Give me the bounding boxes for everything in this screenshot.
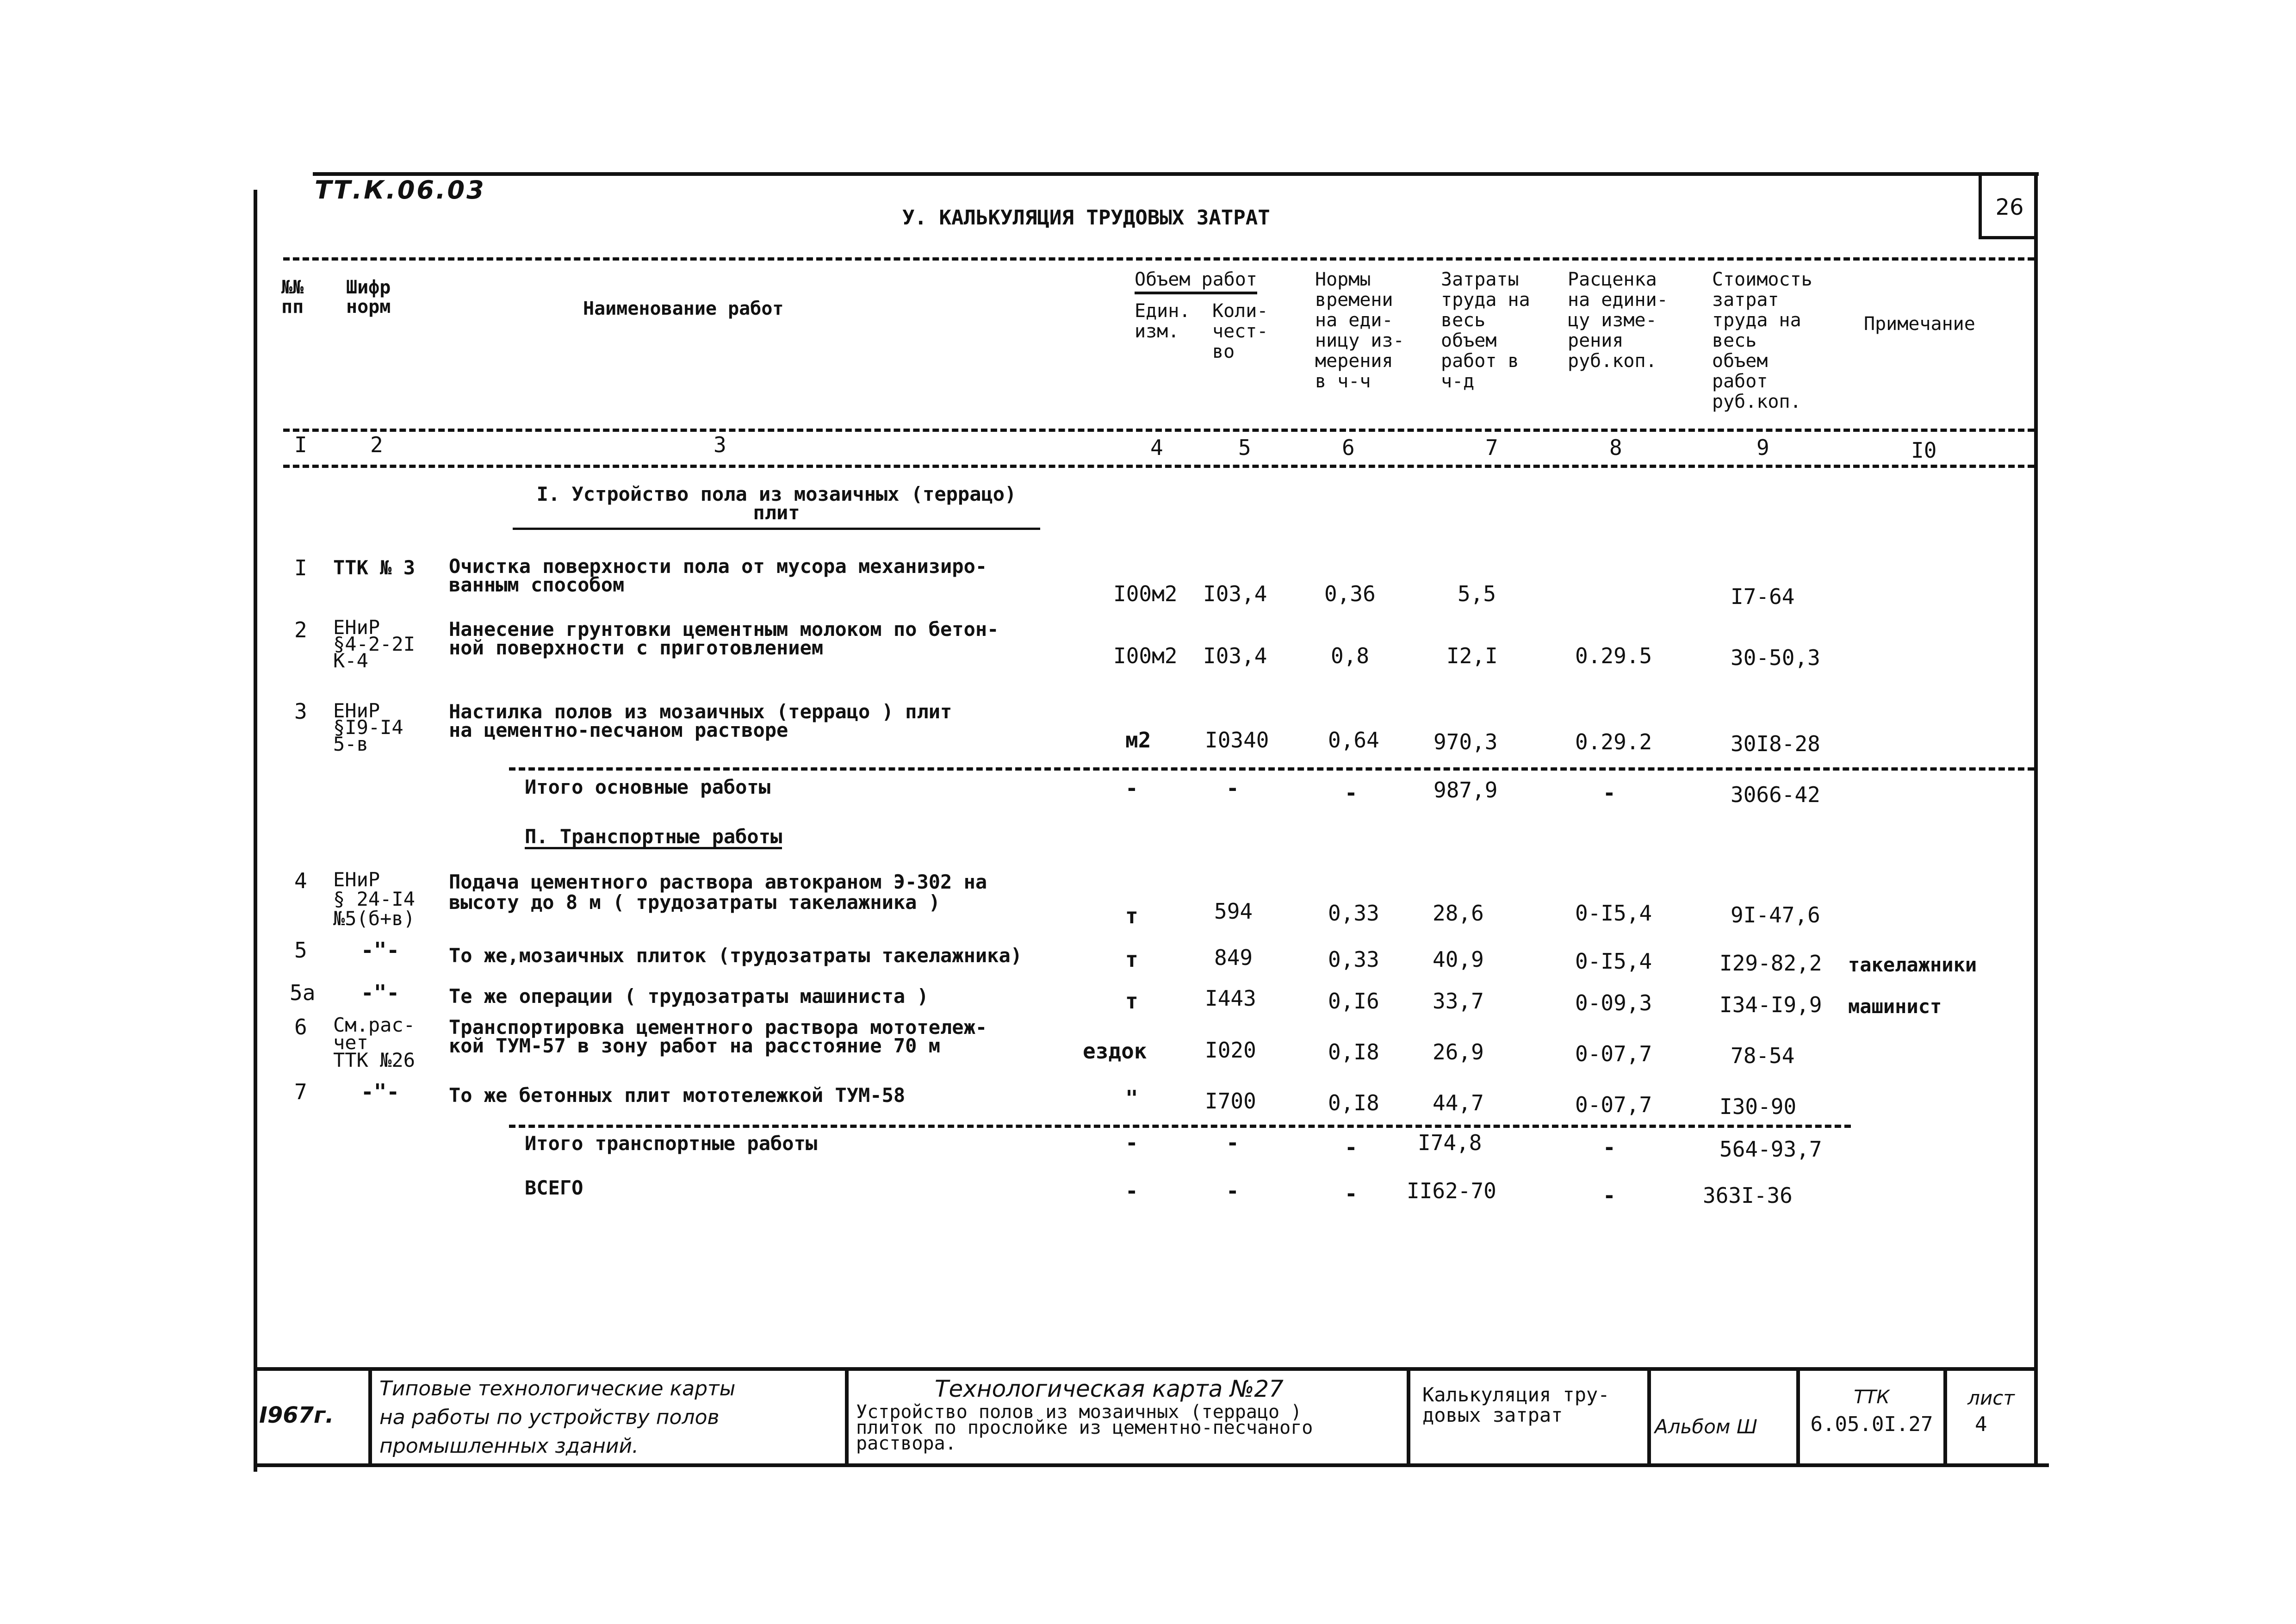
row-rate: 0-I5,4 bbox=[1575, 949, 1652, 974]
divider bbox=[283, 257, 2034, 261]
row-qty: I020 bbox=[1205, 1038, 1256, 1063]
row-qty: I0340 bbox=[1205, 728, 1269, 753]
footer-sheet-number: 4 bbox=[1975, 1412, 1987, 1436]
row-name: Те же операции ( трудозатраты машиниста ) bbox=[449, 985, 929, 1008]
page-number-box bbox=[1979, 176, 2037, 239]
footer-album: Альбом Ш bbox=[1655, 1415, 1757, 1438]
row-note: такелажники bbox=[1848, 953, 1977, 976]
total-labor: 987,9 bbox=[1433, 778, 1498, 803]
col-number: 5 bbox=[1238, 435, 1251, 460]
row-cipher: -"- bbox=[361, 938, 400, 963]
row-cost: 9I-47,6 bbox=[1731, 902, 1820, 927]
row-name: Нанесение грунтовки цементным молоком по бетон- ной поверхности с приготовлением bbox=[449, 618, 999, 659]
row-qty: I03,4 bbox=[1203, 581, 1267, 606]
total-rate: - bbox=[1603, 780, 1616, 805]
row-cost: 30-50,3 bbox=[1731, 645, 1820, 670]
section-title: П. Транспортные работы bbox=[525, 827, 782, 849]
row-qty: 594 bbox=[1214, 899, 1253, 924]
row-unit: т bbox=[1125, 903, 1138, 928]
col-number: I bbox=[294, 432, 307, 457]
row-unit: " bbox=[1125, 1086, 1138, 1111]
total-norm: - bbox=[1345, 780, 1358, 805]
col-note-header: Примечание bbox=[1864, 313, 1975, 335]
footer-top-line bbox=[254, 1367, 2038, 1371]
row-cost: I7-64 bbox=[1731, 584, 1795, 609]
row-norm: 0,I8 bbox=[1328, 1039, 1379, 1064]
col-number: 9 bbox=[1756, 435, 1769, 460]
footer-card-title: Технологическая карта №27 bbox=[935, 1375, 1284, 1402]
row-number: 5а bbox=[290, 980, 316, 1005]
row-unit: I00м2 bbox=[1113, 581, 1178, 606]
row-cipher: ЕНиР §I9-I4 5-в bbox=[333, 699, 403, 755]
row-name: Очистка поверхности пола от мусора механизиро- ванным способом bbox=[449, 555, 987, 596]
row-cipher: -"- bbox=[361, 980, 400, 1005]
row-rate: 0-09,3 bbox=[1575, 990, 1652, 1015]
top-border bbox=[313, 172, 2039, 176]
row-norm: 0,I8 bbox=[1328, 1090, 1379, 1115]
footer-ttk-code: 6.05.0I.27 bbox=[1810, 1412, 1933, 1436]
total-label: Итого основные работы bbox=[525, 776, 771, 798]
grand-total-labor: II62-70 bbox=[1407, 1178, 1496, 1203]
row-name: То же,мозаичных плиток (трудозатраты такелажника) bbox=[449, 944, 1023, 967]
col-number: I0 bbox=[1911, 438, 1937, 463]
footer-card-desc: Устройство полов из мозаичных (террацо ) плиток по прослойке из цементно-песчаного раствора. bbox=[856, 1401, 1313, 1454]
section-underline bbox=[513, 528, 1040, 530]
col-labor-header: Затраты труда на весь объем работ в ч-д bbox=[1441, 269, 1530, 392]
total-qty: - bbox=[1226, 1130, 1239, 1155]
footer-divider bbox=[1796, 1367, 1800, 1467]
row-name: Подача цементного раствора автокраном Э-302 на высоту до 8 м ( трудозатраты такелажника ) bbox=[449, 871, 987, 914]
row-labor: 970,3 bbox=[1433, 729, 1498, 754]
footer-divider bbox=[1407, 1367, 1410, 1467]
col-num-header: №№ пп bbox=[281, 277, 304, 317]
page-number: 26 bbox=[1995, 194, 2024, 220]
col-qty-header: Коли- чест- во bbox=[1212, 300, 1268, 362]
row-name: То же бетонных плит мототележкой ТУМ-58 bbox=[449, 1084, 906, 1107]
footer-divider bbox=[368, 1367, 372, 1467]
footer-divider bbox=[1647, 1367, 1651, 1467]
row-unit: т bbox=[1125, 989, 1138, 1014]
col-name-header: Наименование работ bbox=[583, 298, 784, 319]
total-unit: - bbox=[1125, 1130, 1138, 1155]
row-number: 5 bbox=[294, 938, 307, 963]
col-number: 7 bbox=[1485, 435, 1498, 460]
total-qty: - bbox=[1226, 776, 1239, 801]
row-unit: ездок bbox=[1083, 1039, 1147, 1064]
col-unit-header: Един. изм. bbox=[1135, 300, 1191, 342]
row-cost: I29-82,2 bbox=[1719, 951, 1822, 976]
col-rate-header: Расценка на едини- цу изме- рения руб.коп. bbox=[1568, 269, 1668, 372]
footer-divider bbox=[845, 1367, 849, 1467]
total-unit: - bbox=[1125, 776, 1138, 801]
row-number: I bbox=[294, 555, 307, 580]
row-unit: м2 bbox=[1125, 728, 1151, 753]
row-labor: 26,9 bbox=[1433, 1039, 1484, 1064]
row-cost: I34-I9,9 bbox=[1719, 992, 1822, 1017]
col-number: 3 bbox=[714, 432, 726, 457]
grand-total-rate: - bbox=[1603, 1183, 1616, 1208]
row-labor: 44,7 bbox=[1433, 1090, 1484, 1115]
row-rate: 0.29.5 bbox=[1575, 643, 1652, 668]
row-labor: 28,6 bbox=[1433, 901, 1484, 926]
row-note: машинист bbox=[1848, 995, 1942, 1018]
col-number: 6 bbox=[1342, 435, 1355, 460]
total-cost: 3066-42 bbox=[1731, 782, 1820, 807]
divider bbox=[283, 465, 2034, 468]
grand-total-label: ВСЕГО bbox=[525, 1176, 583, 1199]
row-unit: т bbox=[1125, 947, 1138, 972]
divider bbox=[283, 429, 2034, 432]
row-number: 3 bbox=[294, 699, 307, 724]
row-cost: 78-54 bbox=[1731, 1043, 1795, 1068]
footer-sheet-label: лист bbox=[1967, 1387, 2015, 1409]
row-labor: 40,9 bbox=[1433, 947, 1484, 972]
row-norm: 0,I6 bbox=[1328, 989, 1379, 1014]
row-rate: 0-I5,4 bbox=[1575, 901, 1652, 926]
col-cost-header: Стоимость затрат труда на весь объем работ руб.коп. bbox=[1712, 269, 1812, 412]
col-volume-header: Объем работ bbox=[1135, 269, 1257, 294]
row-qty: I03,4 bbox=[1203, 643, 1267, 668]
page-title: У. КАЛЬКУЛЯЦИЯ ТРУДОВЫХ ЗАТРАТ bbox=[902, 206, 1270, 230]
row-cost: I30-90 bbox=[1719, 1094, 1797, 1119]
grand-total-unit: - bbox=[1125, 1178, 1138, 1203]
row-rate: 0-07,7 bbox=[1575, 1041, 1652, 1066]
row-labor: I2,I bbox=[1446, 643, 1498, 668]
row-qty: I443 bbox=[1205, 986, 1256, 1011]
row-norm: 0,8 bbox=[1331, 643, 1370, 668]
total-label: Итого транспортные работы bbox=[525, 1132, 818, 1155]
footer-series-title: Типовые технологические карты на работы по устройству полов промышленных зданий. bbox=[379, 1377, 736, 1458]
row-number: 2 bbox=[294, 617, 307, 642]
row-name: Настилка полов из мозаичных (террацо ) плит на цементно-песчаном растворе bbox=[449, 700, 952, 741]
grand-total-norm: - bbox=[1345, 1181, 1358, 1206]
col-number: 8 bbox=[1609, 435, 1622, 460]
footer-bottom-line bbox=[254, 1463, 2049, 1467]
left-border bbox=[254, 190, 257, 1472]
row-cipher: -"- bbox=[361, 1079, 400, 1104]
row-norm: 0,33 bbox=[1328, 901, 1379, 926]
row-norm: 0,64 bbox=[1328, 728, 1379, 753]
col-cipher-header: Шифр норм bbox=[346, 277, 391, 317]
row-unit: I00м2 bbox=[1113, 643, 1178, 668]
row-qty: 849 bbox=[1214, 945, 1253, 970]
row-rate: 0.29.2 bbox=[1575, 729, 1652, 754]
row-number: 6 bbox=[294, 1014, 307, 1039]
divider bbox=[509, 1125, 1851, 1128]
col-number: 2 bbox=[370, 432, 383, 457]
row-number: 7 bbox=[294, 1079, 307, 1104]
row-labor: 33,7 bbox=[1433, 989, 1484, 1014]
row-norm: 0,36 bbox=[1324, 581, 1376, 606]
row-name: Транспортировка цементного раствора мототележ- кой ТУМ-57 в зону работ на расстояние 70 м bbox=[449, 1016, 987, 1057]
total-cost: 564-93,7 bbox=[1719, 1137, 1822, 1162]
divider bbox=[509, 767, 2034, 771]
row-number: 4 bbox=[294, 868, 307, 893]
row-rate: 0-07,7 bbox=[1575, 1092, 1652, 1117]
col-number: 4 bbox=[1150, 435, 1163, 460]
footer-ttk-label: ТТК bbox=[1854, 1387, 1890, 1408]
col-norm-header: Нормы времени на еди- ницу из- мерения в ч-ч bbox=[1315, 269, 1404, 392]
total-rate: - bbox=[1603, 1135, 1616, 1160]
grand-total-qty: - bbox=[1226, 1178, 1239, 1203]
row-cost: 30I8-28 bbox=[1731, 731, 1820, 756]
section-title: I. Устройство пола из мозаичных (террацо) плит bbox=[536, 483, 1017, 524]
footer-section: Калькуляция тру- довых затрат bbox=[1422, 1383, 1610, 1426]
row-cipher: См.рас- чет ТТК №26 bbox=[333, 1014, 416, 1071]
grand-total-cost: 363I-36 bbox=[1703, 1183, 1793, 1208]
footer-year: I967г. bbox=[259, 1402, 334, 1428]
total-norm: - bbox=[1345, 1135, 1358, 1160]
row-qty: I700 bbox=[1205, 1089, 1256, 1114]
footer-divider bbox=[1943, 1367, 1947, 1467]
row-cipher: ЕНиР §4-2-2I К-4 bbox=[333, 616, 416, 672]
row-cipher: ЕНиР § 24-I4 №5(б+в) bbox=[333, 868, 416, 930]
row-norm: 0,33 bbox=[1328, 947, 1379, 972]
document-code: ТТ.К.06.03 bbox=[315, 175, 486, 205]
total-labor: I74,8 bbox=[1418, 1130, 1482, 1155]
right-border bbox=[2034, 172, 2038, 1463]
row-labor: 5,5 bbox=[1458, 581, 1496, 606]
row-cipher: ТТК № 3 bbox=[333, 556, 416, 579]
